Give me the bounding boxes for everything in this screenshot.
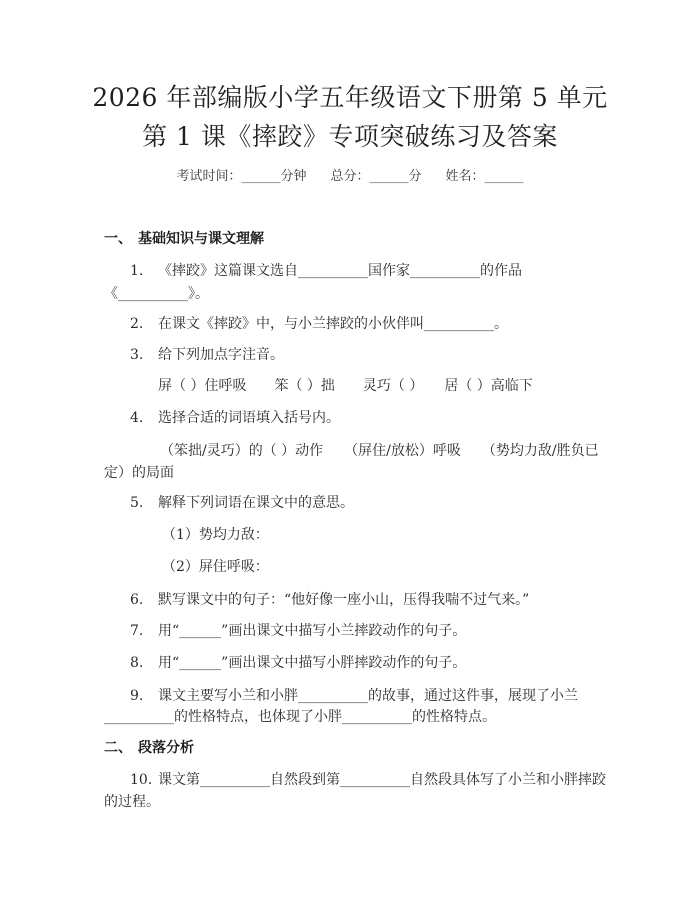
question-5 <box>130 493 354 513</box>
question-9 <box>130 686 578 706</box>
question-9-continuation: __________的性格特点，也体现了小胖__________的性格特点。 <box>104 709 496 725</box>
question-7 <box>130 621 466 641</box>
question-text: 解释下列词语在课文中的意思。 <box>158 495 354 511</box>
question-10 <box>130 770 606 790</box>
question-5-item-1: （1）势均力敌： <box>162 527 269 543</box>
question-text: 在课文《摔跤》中，与小兰摔跤的小伙伴叫__________。 <box>158 316 508 332</box>
page-title-line-1: 2026 年部编版小学五年级语文下册第 5 单元 <box>92 83 608 112</box>
section-number: 一、 <box>104 231 132 247</box>
section-heading-2 <box>104 738 194 758</box>
question-text: 选择合适的词语填入括号内。 <box>158 410 340 426</box>
question-4-items: （笨拙/灵巧）的（ ）动作 （屏住/放松）呼吸 （势均力敌/胜负已 <box>160 443 599 459</box>
question-number: 8. <box>130 655 144 671</box>
question-8 <box>130 653 466 673</box>
question-3-items: 屏（ ）住呼吸 笨（ ）拙 灵巧（ ） 居（ ）高临下 <box>158 378 533 394</box>
question-number: 5. <box>130 495 144 511</box>
question-number: 2. <box>130 316 144 332</box>
section-label: 基础知识与课文理解 <box>138 231 264 247</box>
question-number: 10. <box>130 772 153 788</box>
question-4-continuation: 定）的局面 <box>104 465 174 481</box>
question-1-continuation: 《__________》。 <box>104 286 209 302</box>
question-4 <box>130 408 340 428</box>
question-5-item-2: （2）屏住呼吸： <box>162 559 269 575</box>
question-text: 给下列加点字注音。 <box>158 347 284 363</box>
question-number: 7. <box>130 623 144 639</box>
page-title-line-2: 第 1 课《摔跤》专项突破练习及答案 <box>142 122 558 151</box>
question-text: 默写课文中的句子：“他好像一座小山，压得我喘不过气来。” <box>158 592 530 608</box>
exam-meta <box>0 167 700 187</box>
total-score-field: 总分：______分 <box>330 169 422 184</box>
exam-time-field: 考试时间：______分钟 <box>176 169 307 184</box>
question-text: 用“______”画出课文中描写小胖摔跤动作的句子。 <box>158 655 467 671</box>
question-3 <box>130 345 284 365</box>
section-heading-1 <box>104 229 264 249</box>
question-1 <box>130 261 522 281</box>
question-number: 9. <box>130 688 144 704</box>
question-number: 4. <box>130 410 144 426</box>
question-number: 3. <box>130 347 144 363</box>
question-2 <box>130 314 508 334</box>
question-text: 《摔跤》这篇课文选自__________国作家__________的作品 <box>158 263 522 279</box>
student-name-field: 姓名：______ <box>445 169 524 184</box>
question-number: 1. <box>130 263 144 279</box>
question-6 <box>130 590 529 610</box>
section-number: 二、 <box>104 740 132 756</box>
question-text: 课文主要写小兰和小胖__________的故事，通过这件事，展现了小兰 <box>158 688 578 704</box>
question-10-continuation: 的过程。 <box>104 794 160 810</box>
section-label: 段落分析 <box>138 740 194 756</box>
question-number: 6. <box>130 592 144 608</box>
question-text: 课文第__________自然段到第__________自然段具体写了小兰和小胖摔跤 <box>158 772 606 788</box>
question-text: 用“______”画出课文中描写小兰摔跤动作的句子。 <box>158 623 467 639</box>
